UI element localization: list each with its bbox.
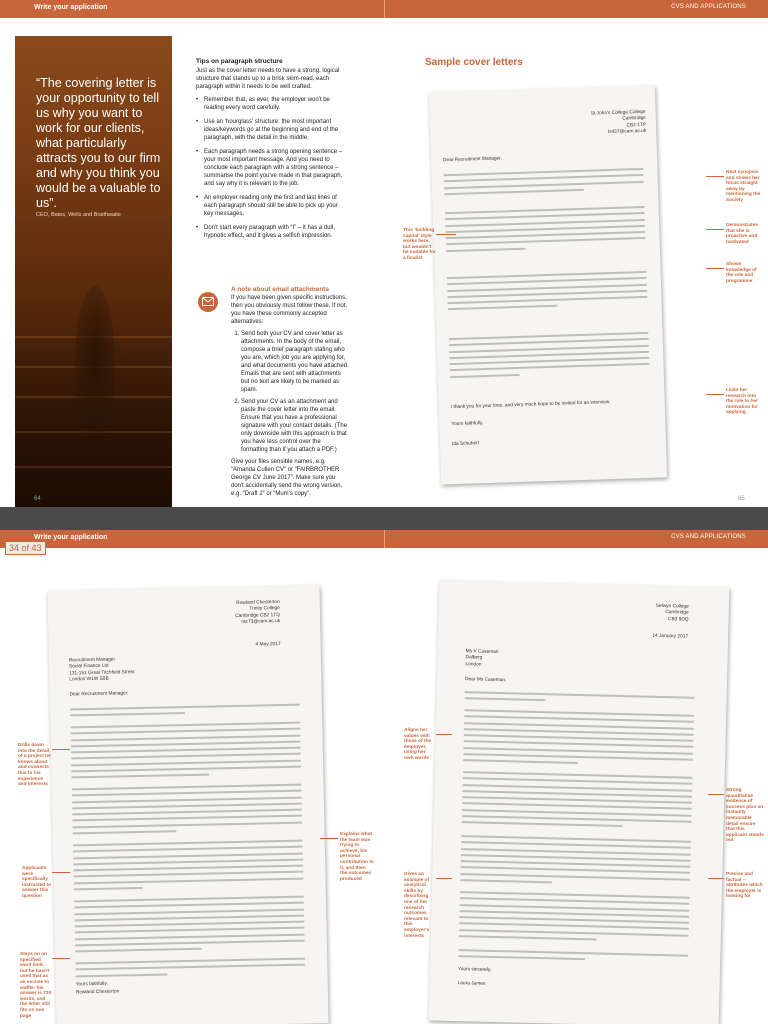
letter-paragraph xyxy=(75,958,305,982)
letter-paragraph xyxy=(463,709,694,771)
annotation-right: Demonstrates that she is proactive and motivated xyxy=(726,223,758,245)
letter-paragraph xyxy=(464,691,694,709)
letter-date: 14 January 2017 xyxy=(652,633,689,640)
quote-citation: CEO, Bates, Wells and Braithwaite xyxy=(36,212,121,218)
annotation-arrow xyxy=(436,734,452,735)
email-item: 1. Send both your CV and cover letter as attachments. In the body of the email, compose a brief paragraph stating who you are, which job you are applying for, and what documents you have attached. Emails that are sent with attachments but no text are likely to be marked as spam. xyxy=(241,330,349,394)
letter-signature-name: Ida Schubert xyxy=(451,441,480,448)
annotation-right: Strong quantitative evidence of success plus an instantly memorable detail ensure that this applicant stands out xyxy=(726,788,764,844)
annotation-mid: Explains what the team was trying to achieve, his personal contribution to it, and then the outcomes produced xyxy=(340,832,374,882)
bottom-header-bar xyxy=(0,530,768,548)
annotation-arrow xyxy=(52,749,70,750)
letter-paragraph xyxy=(460,835,691,891)
annotation-arrow xyxy=(706,394,724,395)
envelope-icon xyxy=(198,292,218,312)
email-outro: Give your files sensible names, e.g. “Amanda Cullen CV” or “FAIRBROTHER George CV June 2017”. Make sure you don't accidentally send the wrong version, e.g. “Draft 2” or “Mum's copy”. xyxy=(231,459,343,497)
tip-bullet: • Don't start every paragraph with “I” – it has a dull, hypnotic effect, and it gives a selfish impression. xyxy=(196,224,346,240)
annotation-arrow xyxy=(436,878,452,879)
letter-closing: Yours sincerely, xyxy=(457,967,492,973)
letter-recipient: Ms V Caseman Dalberg London xyxy=(465,649,499,668)
letter-paragraph xyxy=(74,896,305,957)
page-number-right: 65 xyxy=(738,496,745,502)
annotation-arrow xyxy=(52,872,70,873)
letter-paragraph xyxy=(73,840,304,895)
annotation-arrow xyxy=(708,794,724,795)
letter-closing: Yours faithfully, xyxy=(75,981,108,988)
email-heading: A note about email attachments xyxy=(231,286,329,293)
letter-signoff: I thank you for your time, and very much hope to be invited for an interview. xyxy=(450,400,611,411)
letter-address: St John's College College Cambridge CB2 1TP ls437@cam.ac.uk xyxy=(590,109,647,135)
tip-bullet: • An employer reading only the first and last lines of each paragraph should still be able to pick up your key messages. xyxy=(196,194,346,218)
annotation-right: Links her research into the role to her motivation for applying xyxy=(726,388,758,416)
letter-paragraph xyxy=(70,722,301,783)
email-item: 2. Send your CV as an attachment and paste the cover letter into the email. Ensure that you have a professional signature with your contact details. (The only downside with this approach is that you have less control over the formatting than if you attach a PDF.) xyxy=(241,398,349,454)
email-intro: If you have been given specific instructions, then you obviously must follow these. If not, you have these commonly accepted alternatives: xyxy=(231,295,348,325)
tips-heading: Tips on paragraph structure xyxy=(196,58,283,65)
bottom-spread xyxy=(0,530,768,1024)
header-gutter xyxy=(384,530,385,548)
email-note xyxy=(231,286,349,502)
annotation-right: Shows knowledge of the role and programme xyxy=(726,262,757,284)
annotation-left: Stays on an specified word limit, but he hasn't used that as an excuse to waffle: his answer is 720 words, and the letter still fits on one page xyxy=(20,952,52,1019)
annotation-right: Neat synopsis and shows her focus straight away by mentioning the Society xyxy=(726,170,761,203)
tips-column xyxy=(196,58,346,246)
letter-salutation: Dear Ms Caseman, xyxy=(464,677,507,684)
letter-signature-name: Rowland Chesterton xyxy=(75,989,120,996)
sample-letter-laura xyxy=(429,581,730,1024)
letter-paragraph xyxy=(445,206,646,256)
page-number-left: 64 xyxy=(34,496,41,502)
letter-paragraph xyxy=(449,332,650,382)
annotation-arrow xyxy=(320,838,338,839)
sample-letter-rowland xyxy=(47,585,328,1024)
header-gutter xyxy=(384,0,385,18)
walking-figure xyxy=(75,286,115,436)
annotation-arrow xyxy=(706,176,724,177)
annotation-mid: Aligns her values with those of the employer, using her own words xyxy=(404,728,432,761)
annotation-arrow xyxy=(436,234,456,235)
letter-paragraph xyxy=(443,168,644,199)
letter-address: Rowland Chesterton Trinity College Cambridge CB2 1TQ rac73@cam.ac.uk xyxy=(235,600,281,625)
annotation-arrow xyxy=(706,268,724,269)
letter-address: Selwyn College Cambridge CB3 9DQ xyxy=(655,603,689,623)
letter-salutation: Dear Recruitment Manager, xyxy=(69,691,129,698)
letter-paragraph xyxy=(447,271,648,315)
tip-bullet: • Use an ‘hourglass’ structure: the most important ideas/keywords go at the beginning and end of the paragraph, with the detail in the middle. xyxy=(196,118,346,142)
page-separator xyxy=(0,507,768,530)
header-right-title: CVS AND APPLICATIONS xyxy=(671,4,746,10)
top-spread xyxy=(0,0,768,507)
letter-signature-name: Laura James xyxy=(457,981,486,987)
tip-bullet: • Each paragraph needs a strong opening sentence – your most important message. And you need to conclude each paragraph with a strong sentence – summarise the point you've made in that paragraph, and say why it is relevant to the job. xyxy=(196,148,346,188)
page-counter-badge: 34 of 43 xyxy=(5,541,46,555)
tips-intro: Just as the cover letter needs to have a strong, logical structure that stands up to a brisk skim-read, each paragraph within it needs to be well crafted. xyxy=(196,68,340,90)
letter-paragraph xyxy=(461,771,692,833)
email-list xyxy=(231,330,349,454)
letter-paragraph xyxy=(458,949,688,967)
header-left-title: Write your application xyxy=(34,534,108,541)
annotation-arrow xyxy=(52,958,70,959)
sample-letter-fresher xyxy=(429,86,667,485)
letter-closing: Yours faithfully, xyxy=(451,421,484,428)
top-header-bar xyxy=(0,0,768,18)
header-left-title: Write your application xyxy=(34,4,108,11)
letter-paragraph xyxy=(72,784,303,839)
header-right-title: CVS AND APPLICATIONS xyxy=(671,534,746,540)
letter-recipient: Recruitment Manager Social Finance Ltd 131-151 Great Titchfield Street London W1W 5BB xyxy=(68,657,135,683)
letter-date: 4 May 2017 xyxy=(255,642,281,648)
pull-quote: “The covering letter is your opportunity to tell us why you want to work for our clients, what particularly attracts you to our firm and why you think you would be a valuable to us”. xyxy=(36,76,161,210)
annotation-arrow xyxy=(706,229,724,230)
tip-bullet: • Remember that, as ever, the employer won't be reading every word carefully. xyxy=(196,96,346,112)
letter-paragraph xyxy=(70,704,300,721)
annotation-right: Precise and factual – attributes which the employer is looking for xyxy=(726,872,763,900)
annotation-left: This ‘building capital’ style works here, but wouldn't be suitable for a finalist xyxy=(403,228,436,261)
letter-paragraph xyxy=(459,891,690,947)
annotation-left: Drills down into the detail of a project he knows about and connects this to his experience and interests xyxy=(18,743,51,788)
annotation-left: Applicants were specifically instructed to answer this question xyxy=(22,866,52,899)
samples-title: Sample cover letters xyxy=(425,57,523,68)
letter-salutation: Dear Recruitment Manager, xyxy=(442,156,503,164)
annotation-mid: Gives an example of analytical skills by describing one of her research outcomes relevant to this employer's interests xyxy=(404,872,430,939)
annotation-arrow xyxy=(708,878,724,879)
